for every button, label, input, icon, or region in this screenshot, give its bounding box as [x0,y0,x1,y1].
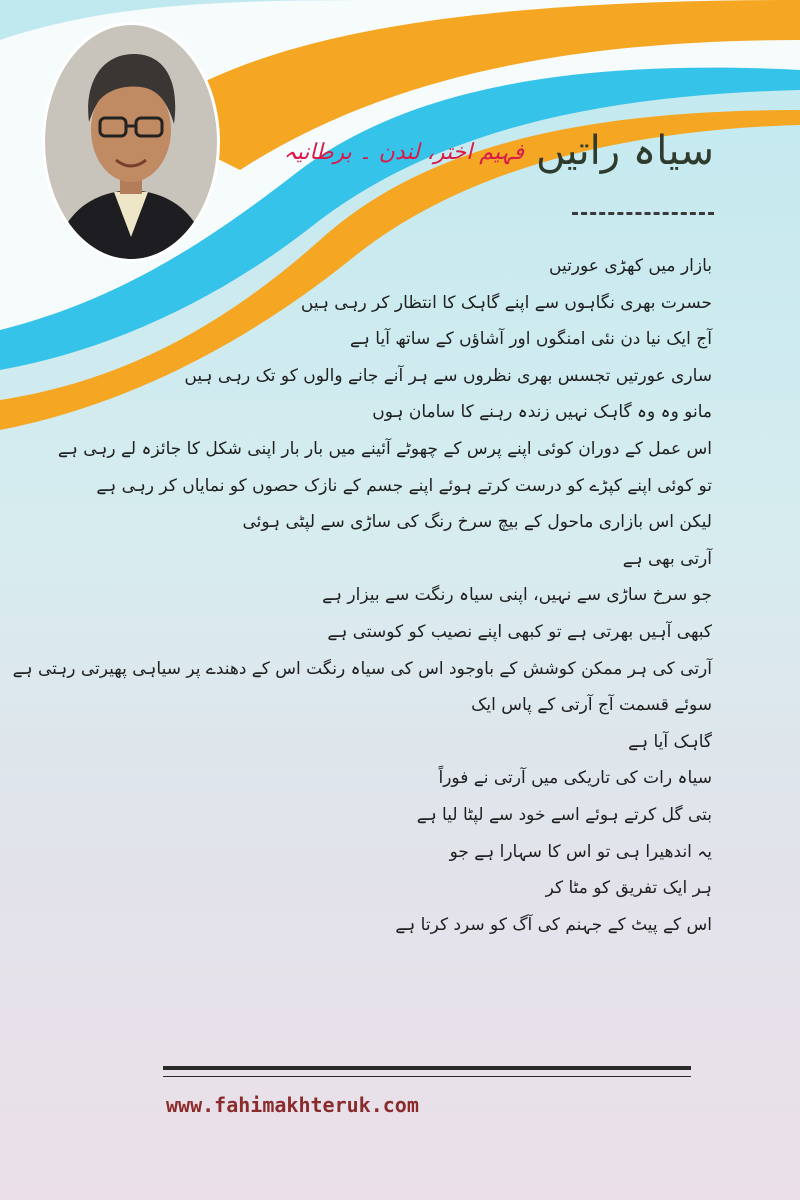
poem-line: اس کے پیٹ کے جہنم کی آگ کو سرد کرتا ہے [395,914,712,935]
poem-line: ہر ایک تفریق کو مٹا کر [545,878,712,899]
website-link[interactable]: www.fahimakhteruk.com [166,1093,419,1117]
footer-divider-thick [163,1066,691,1070]
poem-line: یہ اندھیرا ہی تو اس کا سہارا ہے جو [449,841,712,862]
title-block [114,128,714,198]
poem-line: آج ایک نیا دن نئی امنگوں اور آشاؤں کے ساتھ آیا ہے [349,329,712,350]
poem-line: آرتی کی ہر ممکن کوشش کے باوجود اس کی سیاہ رنگت اس کے دھندے پر سیاہی پھیرتی رہتی ہے [12,658,712,679]
poem-line: کبھی آہیں بھرتی ہے تو کبھی اپنے نصیب کو کوستی ہے [327,621,712,642]
poem-line: اس عمل کے دوران کوئی اپنے پرس کے چھوٹے آئینے میں بار بار اپنی شکل کا جائزہ لے رہی ہے [57,438,712,459]
poem-line: بازار میں کھڑی عورتیں [549,256,712,276]
footer-divider-thin [163,1076,691,1077]
poem-line: بتی گل کرتے ہوئے اسے خود سے لپٹا لیا ہے [416,804,712,825]
poem-title: سیاہ راتیں [535,128,714,174]
poem-line: تو کوئی اپنے کپڑے کو درست کرتے ہوئے اپنے جسم کے نازک حصوں کو نمایاں کر رہی ہے [96,475,712,496]
poem-line: سیاہ رات کی تاریکی میں آرتی نے فوراً [438,768,712,789]
poem-line: جو سرخ ساڑی سے نہیں، اپنی سیاہ رنگت سے بیزار ہے [322,585,712,606]
poem-line: لیکن اس بازاری ماحول کے بیچ سرخ رنگ کی ساڑی سے لپٹی ہوئی [242,512,712,533]
poem-body [12,248,712,943]
poem-line: حسرت بھری نگاہوں سے اپنے گاہک کا انتظار کر رہی ہیں [300,292,712,313]
title-underline [572,212,714,215]
poem-line: سوئے قسمت آج آرتی کے پاس ایک [471,695,712,716]
poem-line: مانو وہ وہ گاہک نہیں زندہ رہنے کا سامان ہوں [372,402,712,423]
poem-line: آرتی بھی ہے [622,548,712,569]
poem-line: ساری عورتیں تجسس بھری نظروں سے ہر آنے جانے والوں کو تک رہی ہیں [184,365,712,386]
poem-line: گاہک آیا ہے [628,731,712,752]
author-byline: فہیم اختر، لندن ۔ برطانیہ [283,140,524,165]
